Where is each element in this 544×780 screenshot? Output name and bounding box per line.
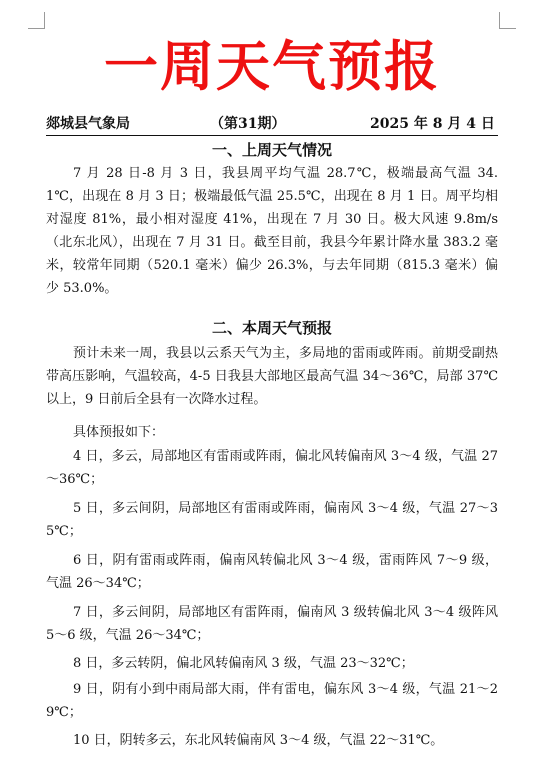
paragraph: 7 月 28 日-8 月 3 日，我县周平均气温 28.7℃，极端最高气温 34.1℃，出现在 8 月 3 日；极端最低气温 25.5℃，出现在 8 月 1 日。周平均相对湿度 81%，最小相对湿度 41%，出现在 7 月 30 日。极大风速 9.8m/s（北东北风），出现在 7 月 31 日。截至目前，我县今年累计降水量 383.2 毫米，较常年同期（520.1 毫米）偏少 26.3%，与去年同期（815.3 毫米）偏少 53.0%。	[46, 166, 498, 296]
paragraph: 8 日，多云转阴，偏北风转偏南风 3 级，气温 23～32℃；	[73, 656, 414, 671]
issue-date: 2025 年 8 月 4 日	[370, 116, 495, 132]
paragraph: 6 日，阴有雷雨或阵雨，偏南风转偏北风 3～4 级，雷雨阵风 7～9 级，气温 26～34℃；	[46, 553, 498, 591]
paragraph: 5 日，多云间阴，局部地区有雷雨或阵雨，偏南风 3～4 级，气温 27～35℃；	[46, 501, 498, 539]
paragraph: 预计未来一周，我县以云系天气为主，多局地的雷雨或阵雨。前期受副热带高压影响，气温较高，4-5 日我县大部地区最高气温 34～36℃，局部 37℃以上，9 日前后全县有一次降水过程。	[46, 346, 498, 407]
crop-mark	[500, 28, 516, 29]
agency-name: 郯城县气象局	[46, 116, 130, 132]
section-heading: 二、本周天气预报	[211, 319, 332, 337]
document-title: 一周天气预报	[104, 35, 440, 98]
paragraph: 4 日，多云，局部地区有雷雨或阵雨，偏北风转偏南风 3～4 级，气温 27～36℃；	[46, 449, 498, 487]
paragraph: 10 日，阴转多云，东北风转偏南风 3～4 级，气温 22～31℃。	[73, 733, 444, 748]
paragraph: 具体预报如下：	[73, 425, 165, 440]
section-heading: 一、上周天气情况	[211, 141, 332, 159]
crop-mark	[44, 12, 45, 29]
issue-header	[46, 114, 498, 134]
issue-number: （第31期）	[210, 116, 286, 132]
header-rule	[46, 135, 498, 136]
paragraph: 7 日，多云间阴，局部地区有雷阵雨，偏南风 3 级转偏北风 3～4 级阵风 5～6 级，气温 26～34℃；	[46, 605, 498, 643]
crop-mark	[28, 28, 44, 29]
crop-mark	[499, 12, 500, 29]
paragraph: 9 日，阴有小到中雨局部大雨，伴有雷电，偏东风 3～4 级，气温 21～29℃；	[46, 682, 498, 720]
